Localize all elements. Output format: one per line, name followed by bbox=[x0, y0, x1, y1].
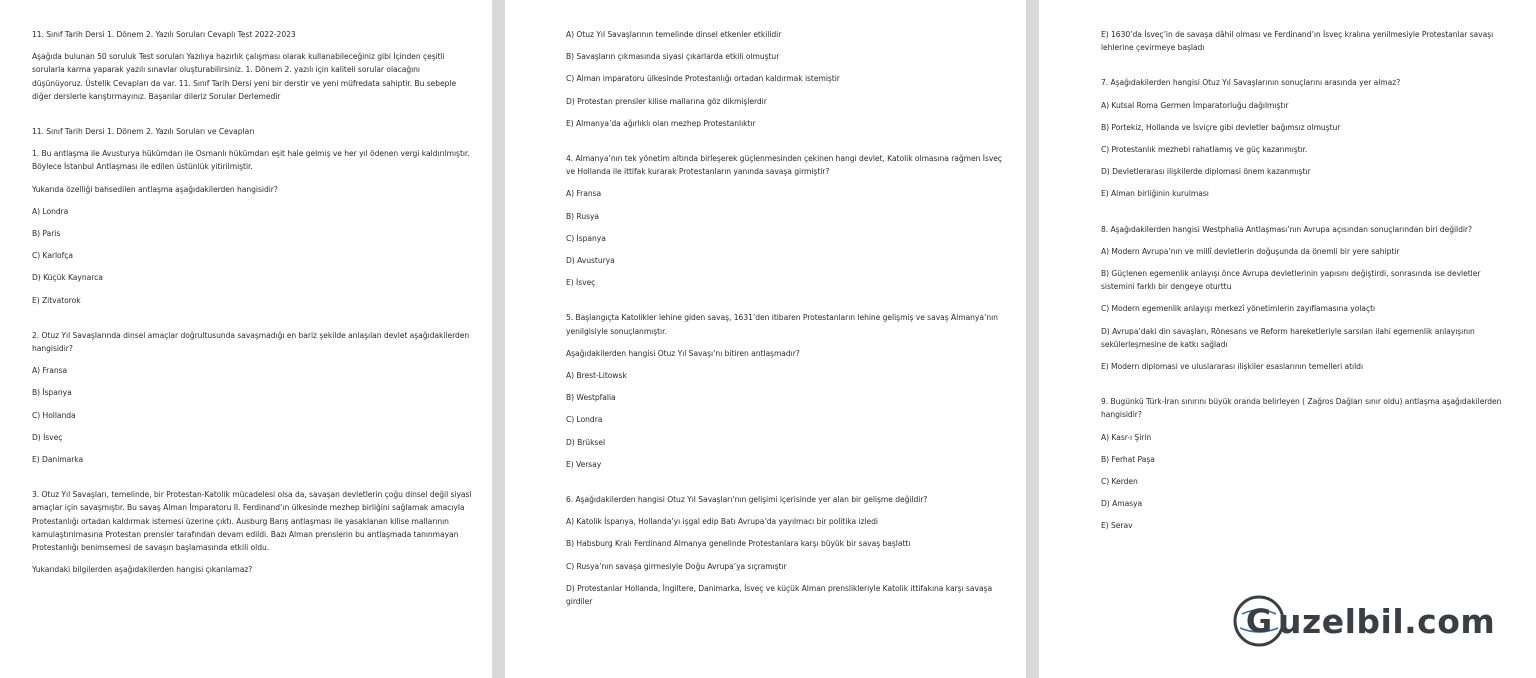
question-3-prompt: Yukarıdaki bilgilerden aşağıdakilerden hangisi çıkarılamaz? bbox=[32, 565, 253, 575]
question-1-text: 1. Bu antlaşma ile Avusturya hükümdarı ile Osmanlı hükümdarı eşit hale gelmiş ve her yıl ödenen vergi kaldırılmıştır. Böylece İstanbul Antlaşması ile edilen üstünlük yitirilmiştir. bbox=[32, 149, 470, 172]
answer-option: E) Almanya’da ağırlıklı olan mezhep Protestanlıktır bbox=[566, 118, 756, 128]
answer-option: B) Güçlenen egemenlik anlayışı önce Avrupa devletlerinin yapısını değiştirdi, sonrasında ise devletler sistemini farklı bir dengeye oturttu bbox=[1101, 269, 1481, 292]
answer-option: C) Karlofça bbox=[32, 251, 74, 261]
answer-option: A) Kutsal Roma Germen İmparatorluğu dağılmıştır bbox=[1101, 100, 1289, 110]
answer-option: B) Savaşların çıkmasında siyasi çıkarlarda etkili olmuştur bbox=[566, 52, 780, 62]
answer-option: B) Paris bbox=[32, 229, 61, 239]
answer-option: A) Otuz Yıl Savaşlarının temelinde dinsel etkenler etkilidir bbox=[566, 30, 782, 39]
answer-option: D) Küçük Kaynarca bbox=[32, 273, 103, 283]
document-title: 11. Sınıf Tarih Dersi 1. Dönem 2. Yazılı Soruları Cevaplı Test 2022-2023 bbox=[32, 30, 296, 39]
document-page-1 bbox=[0, 0, 492, 678]
guzelbil-watermark-logo bbox=[1232, 592, 1495, 650]
answer-option: E) Danimarka bbox=[32, 455, 84, 465]
answer-option: C) Hollanda bbox=[32, 410, 76, 420]
question-3-text: 3. Otuz Yıl Savaşları, temelinde, bir Protestan-Katolik mücadelesi olsa da, savaşan devletlerin çoğu dinsel değil siyasi amaçlar için savaşmıştır. Bu savaş Alman İmparatoru II. Ferdinand’ın ülkesinde mezhep birliğini sağlamak amacıyla Protestanlığı ortadan kaldırmak istemesi üzerine çıktı. Ausburg Barış antlaşması ile yasaklanan kilise mallarının kamulaştırılmasına Protestan prensler tarafından devam edildi. Bazı Alman prenslerin bu antlaşmada tanınmayan Protestanlığı benimsemesi de savaşın başlamasında etkili oldu. bbox=[32, 490, 472, 553]
logo-globe-icon bbox=[1232, 594, 1286, 648]
answer-option: D) Avusturya bbox=[566, 256, 615, 266]
section-heading: 11. Sınıf Tarih Dersi 1. Dönem 2. Yazılı Soruları ve Cevapları bbox=[32, 127, 255, 137]
logo-text: uzelbil.com bbox=[1278, 601, 1496, 641]
answer-option: C) Rusya’nın savaşa girmesiyle Doğu Avrupa’ya sıçramıştır bbox=[566, 561, 787, 571]
answer-option: B) Portekiz, Hollanda ve İsviçre gibi devletler bağımsız olmuştur bbox=[1101, 122, 1341, 132]
answer-option: A) Katolik İspanya, Hollanda’yı işgal edip Batı Avrupa’da yayılmacı bir politika izledi bbox=[566, 517, 878, 527]
answer-option: C) Alman imparatoru ülkesinde Protestanlığı ortadan kaldırmak istemiştir bbox=[566, 74, 840, 84]
question-5-text: 5. Başlangıçta Katolikler lehine giden savaş, 1631’den itibaren Protestanların lehine gelişmiş ve savaş Almanya’nın yenilgisiyle sonuçlanmıştır. bbox=[566, 313, 998, 336]
answer-option: C) İspanya bbox=[566, 233, 606, 243]
logo-letter: G bbox=[1245, 602, 1273, 640]
answer-option: A) Fransa bbox=[32, 366, 68, 376]
answer-option: E) Serav bbox=[1101, 521, 1133, 531]
answer-option: D) Amasya bbox=[1101, 499, 1143, 509]
question-9-text: 9. Bugünkü Türk-İran sınırını büyük oranda belirleyen ( Zağros Dağları sınır oldu) antlaşma aşağıdakilerden hangisidir? bbox=[1101, 397, 1502, 420]
answer-option: D) Protestan prensler kilise mallarına göz dikmişlerdir bbox=[566, 96, 767, 106]
answer-option: E) İsveç bbox=[566, 278, 596, 288]
answer-option: A) Kasr-ı Şirin bbox=[1101, 432, 1152, 442]
document-page-2 bbox=[505, 0, 1026, 678]
answer-option: B) İspanya bbox=[32, 388, 72, 398]
answer-option: A) Londra bbox=[32, 206, 69, 216]
intro-paragraph: Aşağıda bulunan 50 soruluk Test soruları Yazılıya hazırlık çalışması olarak kullanabileceğiniz gibi İçinden çeşitli sorularla karma yaparak yazılı sınavlar oluşturabilirsiniz. 1. Dönem 2. yazılı için kaliteli sorular olacağını düşünüyoruz. Üstelik Cevapları da var. 11. Sınıf Tarih Dersi yeni bir derstir ve yeni müfredata sahiptir. Bu sebeple diğer derslerle karıştırmayınız. Başarılar dileriz Sorular Derlemedir bbox=[32, 52, 457, 101]
answer-option: C) Londra bbox=[566, 415, 603, 425]
answer-option: B) Westpfalia bbox=[566, 393, 616, 403]
answer-option: C) Modern egemenlik anlayışı merkezî yönetimlerin zayıflamasına yolaçtı bbox=[1101, 304, 1376, 314]
question-1-prompt: Yukarıda özelliği bahsedilen antlaşma aşağıdakilerden hangisidir? bbox=[32, 184, 278, 194]
answer-option: A) Modern Avrupa’nın ve millî devletlerin doğuşunda da önemli bir yere sahiptir bbox=[1101, 246, 1400, 256]
answer-option: E) 1630’da İsveç’in de savaşa dâhil olması ve Ferdinand’ın İsveç kralına yenilmesiyle Protestanlar savaşı lehlerine çevirmeye başladı bbox=[1101, 30, 1494, 53]
answer-option: B) Ferhat Paşa bbox=[1101, 454, 1155, 464]
answer-option: E) Modern diplomasi ve uluslararası ilişkiler esaslarının temelleri atıldı bbox=[1101, 362, 1364, 372]
answer-option: D) Devletlerarası ilişkilerde diplomasi önem kazanmıştır bbox=[1101, 167, 1311, 177]
question-5-prompt: Aşağıdakilerden hangisi Otuz Yıl Savaşı’nı bitiren antlaşmadır? bbox=[566, 348, 800, 358]
answer-option: E) Zitvatorok bbox=[32, 295, 81, 305]
answer-option: D) Protestanlar Hollanda, İngiltere, Danimarka, İsveç ve küçük Alman prenslikleriyle Katolik ittifakına karşı savaşa girdiler bbox=[566, 583, 993, 607]
answer-option: B) Rusya bbox=[566, 211, 600, 221]
answer-option: D) Brüksel bbox=[566, 437, 606, 447]
answer-option: B) Habsburg Kralı Ferdinand Almanya genelinde Protestanlara karşı büyük bir savaş başlattı bbox=[566, 539, 911, 549]
answer-option: D) Avrupa’daki din savaşları, Rönesans ve Reform hareketleriyle sarsılan ilahi egemenlik anlayışının sekülerleşmesine de katkı sağladı bbox=[1101, 326, 1475, 349]
answer-option: D) İsveç bbox=[32, 432, 63, 442]
question-7-text: 7. Aşağıdakilerden hangisi Otuz Yıl Savaşlarının sonuçlarını arasında yer almaz? bbox=[1101, 78, 1401, 88]
answer-option: A) Brest-Litowsk bbox=[566, 371, 627, 381]
answer-option: C) Protestanlık mezhebi rahatlamış ve güç kazanmıştır. bbox=[1101, 145, 1308, 155]
question-8-text: 8. Aşağıdakilerden hangisi Westphalia Antlaşması’nın Avrupa açısından sonuçlarından biri değildir? bbox=[1101, 224, 1472, 234]
question-2-text: 2. Otuz Yıl Savaşlarında dinsel amaçlar doğrultusunda savaşmadığı en bariz şekilde anlaşılan devlet aşağıdakilerden hangisidir? bbox=[32, 330, 470, 354]
answer-option: E) Alman birliğinin kurulması bbox=[1101, 189, 1209, 199]
question-4-text: 4. Almanya’nın tek yönetim altında birleşerek güçlenmesinden çekinen hangi devlet, Katolik olmasına rağmen İsveç ve Hollanda ile ittifak kurarak Protestanların yanında savaşa girmiştir? bbox=[566, 154, 1003, 177]
answer-option: C) Kerden bbox=[1101, 477, 1138, 487]
question-6-text: 6. Aşağıdakilerden hangisi Otuz Yıl Savaşları’nın gelişimi içerisinde yer alan bir gelişme değildir? bbox=[566, 495, 928, 505]
document-page-3 bbox=[1039, 0, 1536, 678]
answer-option: E) Versay bbox=[566, 459, 602, 469]
answer-option: A) Fransa bbox=[566, 189, 602, 199]
